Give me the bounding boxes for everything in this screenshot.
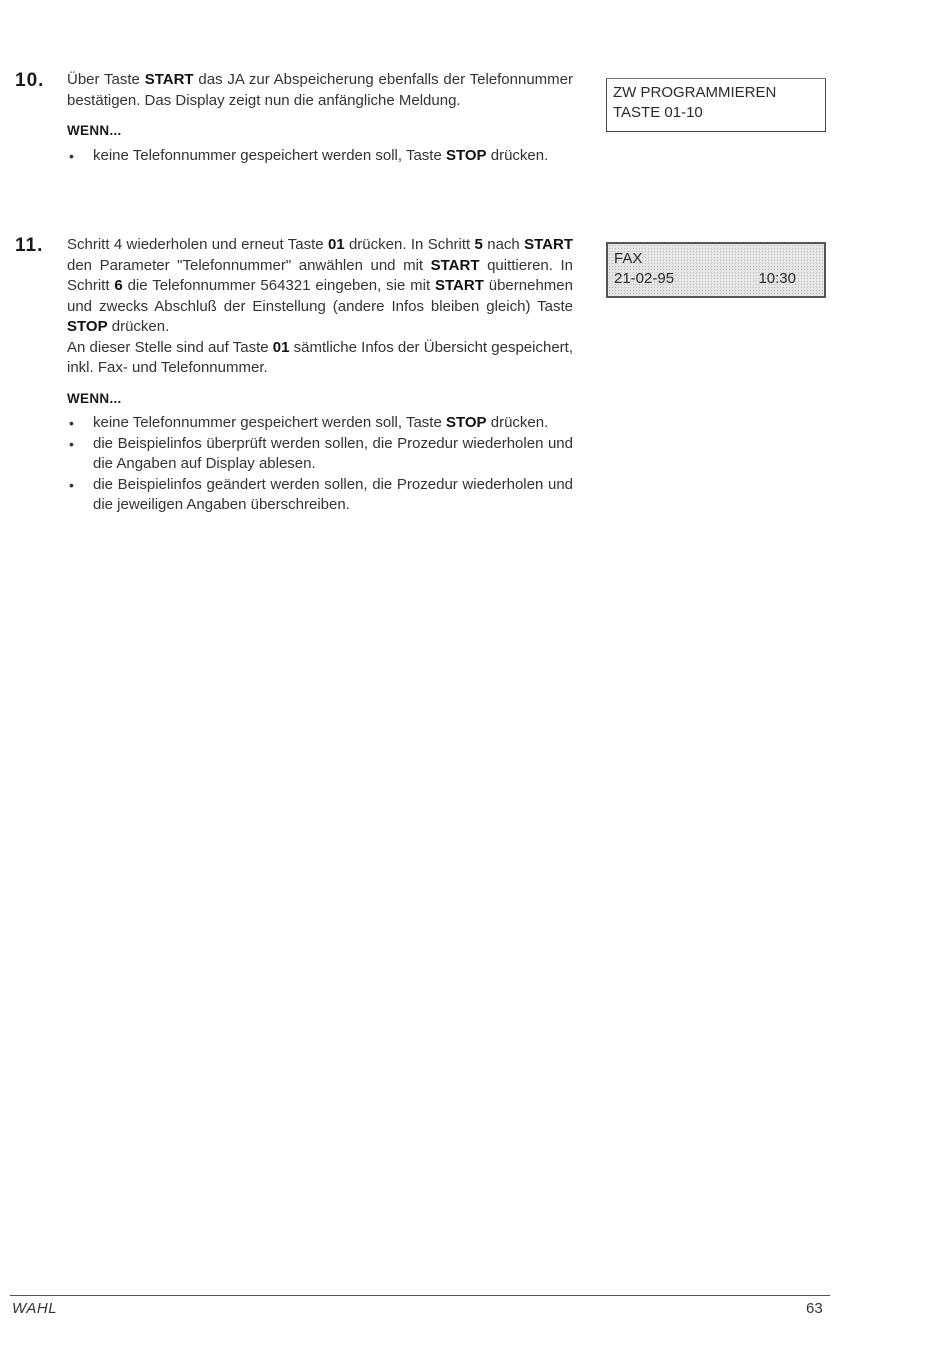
bullet-icon: •	[69, 147, 74, 164]
text-run: den Parameter "Telefonnummer" anwählen und mit	[67, 256, 431, 274]
step-number: 11.	[15, 235, 44, 256]
display-date: 21-02-95	[614, 270, 675, 287]
list-item	[67, 413, 573, 434]
text-run: drücken. In Schritt	[344, 236, 475, 253]
list-item	[67, 434, 573, 475]
text-run: drücken.	[486, 414, 549, 431]
step-ref-6: 6	[114, 277, 123, 294]
text-run: Über Taste	[67, 71, 145, 88]
key-start: START	[144, 71, 194, 88]
display-fax-status	[606, 242, 826, 298]
display-line-2	[614, 269, 818, 289]
step-paragraph	[67, 235, 573, 338]
display-zw-programmieren	[606, 78, 826, 132]
condition-list	[67, 413, 573, 516]
list-item	[67, 146, 573, 167]
bullet-icon: •	[69, 476, 74, 493]
step-body	[67, 70, 573, 166]
text-run: An dieser Stelle sind auf Taste	[67, 338, 273, 356]
display-line-2: TASTE 01-10	[613, 104, 703, 121]
text-run: die Beispielinfos überprüft werden sollen, die Prozedur wiederholen und die Angaben auf Display ablesen.	[93, 434, 573, 472]
key-01: 01	[272, 338, 290, 356]
footer-divider	[10, 1295, 830, 1296]
text-run: quittieren. In Schritt	[67, 256, 573, 294]
text-run: das JA zur Abspeicherung ebenfalls der Telefonnummer bestätigen. Das Display zeigt nun die anfängliche Meldung.	[67, 71, 573, 109]
step-10	[15, 70, 575, 220]
key-start: START	[524, 236, 573, 253]
text-run: keine Telefonnummer gespeichert werden soll, Taste	[93, 414, 446, 431]
key-01: 01	[327, 236, 345, 253]
key-stop: STOP	[67, 318, 108, 335]
text-run: sämtliche Infos der Übersicht gespeichert, inkl. Fax- und Telefonnummer.	[67, 338, 573, 376]
step-number: 10.	[15, 70, 45, 91]
display-time: 10:30	[758, 270, 796, 287]
text-run: drücken.	[107, 318, 170, 335]
key-stop: STOP	[445, 146, 487, 164]
bullet-icon: •	[69, 415, 74, 431]
footer-section-title: WAHL	[12, 1300, 58, 1317]
text-run: übernehmen und zwecks Abschluß der Einstellung (andere Infos bleiben gleich) Taste	[67, 277, 573, 315]
step-body	[67, 235, 573, 516]
step-paragraph	[67, 338, 573, 379]
wenn-label: WENN...	[67, 390, 122, 406]
display-line-1: FAX	[614, 250, 643, 267]
text-run: nach	[482, 236, 525, 253]
text-run: die Telefonnummer 564321 eingeben, sie mit	[122, 277, 435, 294]
text-run: keine Telefonnummer gespeichert werden soll, Taste	[93, 146, 446, 164]
step-paragraph	[67, 70, 573, 111]
key-start: START	[435, 277, 484, 294]
text-run: drücken.	[486, 146, 549, 164]
condition-list	[67, 146, 573, 167]
list-item	[67, 475, 573, 516]
text-run: die Beispielinfos geändert werden sollen, die Prozedur wiederholen und die jeweiligen Angaben überschreiben.	[93, 475, 573, 513]
step-ref-5: 5	[474, 236, 483, 253]
display-line-1: ZW PROGRAMMIEREN	[613, 84, 777, 101]
step-11	[15, 235, 575, 555]
key-start: START	[430, 256, 480, 274]
bullet-icon: •	[69, 435, 74, 452]
page-number: 63	[806, 1300, 823, 1317]
text-run: Schritt 4 wiederholen und erneut Taste	[67, 236, 328, 253]
key-stop: STOP	[445, 414, 487, 431]
wenn-label: WENN...	[67, 123, 122, 138]
